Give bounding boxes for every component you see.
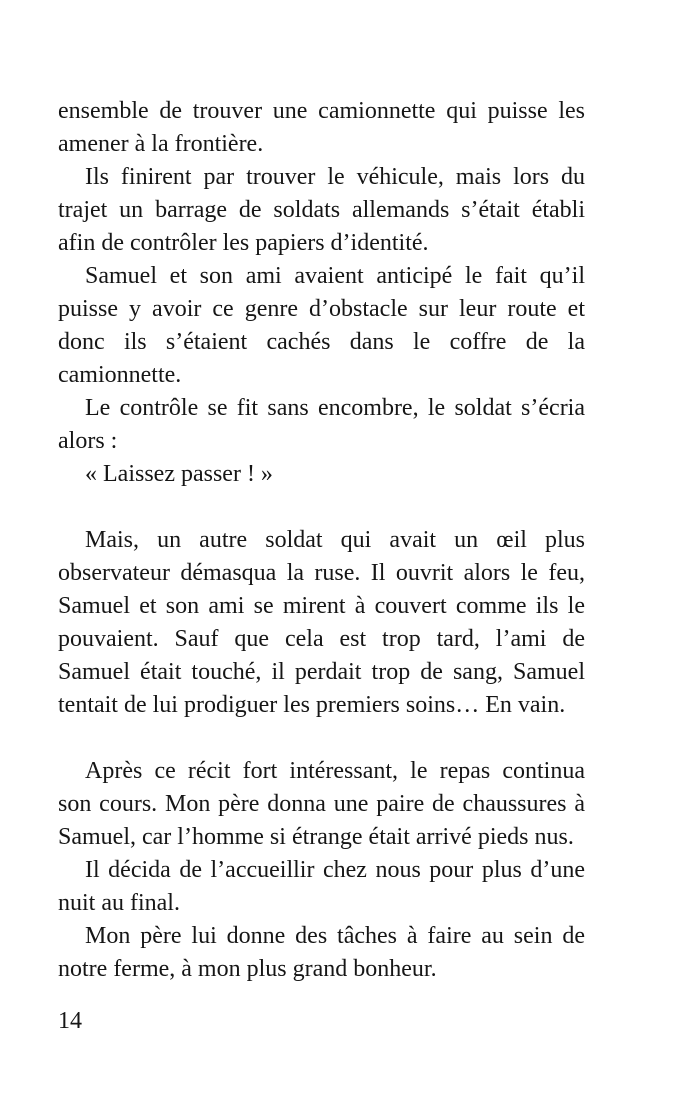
text-line: alors :: [58, 428, 118, 454]
page-number: 14: [58, 1008, 82, 1034]
text-line: nuit au final.: [58, 890, 180, 916]
body-text: [58, 95, 585, 986]
text-line: Ils finirent par trouver le véhicule, mais lors du: [85, 164, 585, 190]
text-line: Samuel était touché, il perdait trop de sang, Samuel: [58, 659, 585, 685]
text-line: amener à la frontière.: [58, 131, 264, 157]
text-line: Samuel, car l’homme si étrange était arrivé pieds nus.: [58, 824, 574, 850]
blank-line: [58, 491, 585, 524]
text-line: Le contrôle se fit sans encombre, le soldat s’écria: [85, 395, 585, 421]
blank-line: [58, 722, 585, 755]
text-line: donc ils s’étaient cachés dans le coffre de la: [58, 329, 585, 355]
text-line: pouvaient. Sauf que cela est trop tard, l’ami de: [58, 626, 585, 652]
text-line: « Laissez passer ! »: [85, 461, 273, 487]
text-line: observateur démasqua la ruse. Il ouvrit alors le feu,: [58, 560, 585, 586]
text-line: son cours. Mon père donna une paire de chaussures à: [58, 791, 585, 817]
text-line: puisse y avoir ce genre d’obstacle sur leur route et: [58, 296, 585, 322]
text-line: notre ferme, à mon plus grand bonheur.: [58, 956, 437, 982]
text-line: camionnette.: [58, 362, 182, 388]
text-line: Il décida de l’accueillir chez nous pour plus d’une: [85, 857, 585, 883]
text-line: Samuel et son ami se mirent à couvert comme ils le: [58, 593, 585, 619]
text-line: ensemble de trouver une camionnette qui puisse les: [58, 98, 585, 124]
text-line: Mon père lui donne des tâches à faire au sein de: [85, 923, 585, 949]
text-line: tentait de lui prodiguer les premiers soins… En vain.: [58, 692, 566, 718]
text-line: Mais, un autre soldat qui avait un œil plus: [85, 527, 585, 553]
text-line: trajet un barrage de soldats allemands s’était établi: [58, 197, 585, 223]
text-line: afin de contrôler les papiers d’identité.: [58, 230, 429, 256]
text-line: Après ce récit fort intéressant, le repas continua: [85, 758, 585, 784]
text-line: Samuel et son ami avaient anticipé le fait qu’il: [85, 263, 585, 289]
